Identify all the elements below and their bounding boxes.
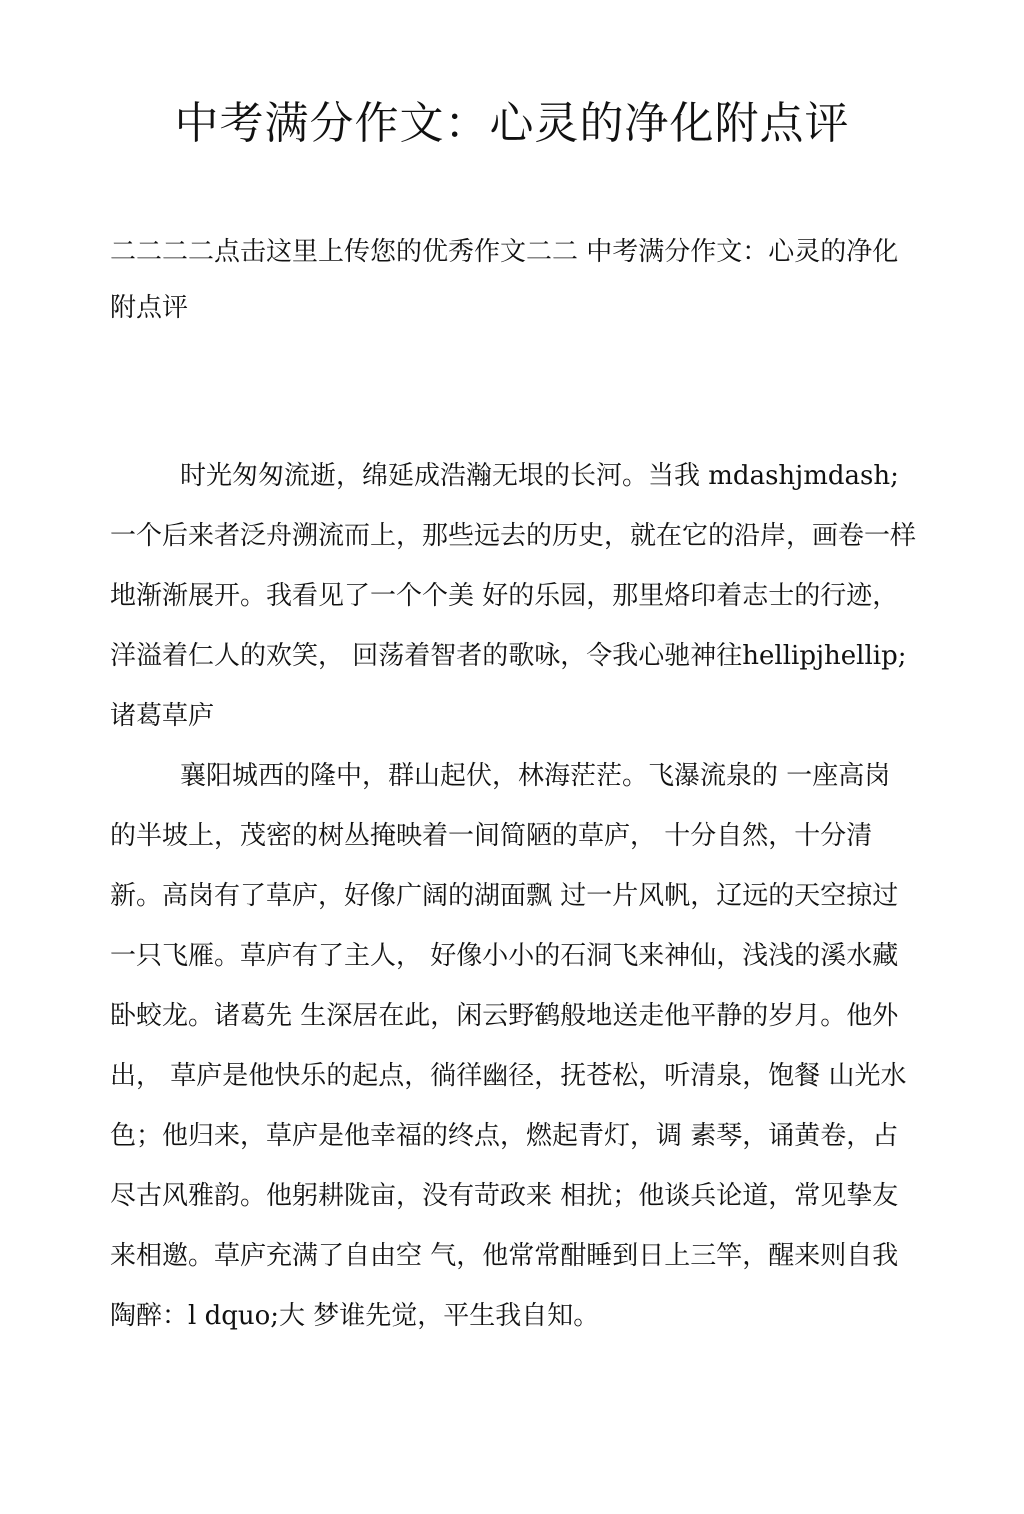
document-subtitle: 二二二二点击这里上传您的优秀作文二二 中考满分作文：心灵的净化附点评 — [110, 237, 899, 323]
section-heading: 诸葛草庐 — [110, 701, 215, 731]
paragraph-intro: 时光匆匆流逝，绵延成浩瀚无垠的长河。当我 mdashjmdash; 一个后来者泛舟溯流而上，那些远去的历史，就在它的沿岸，画卷一样地渐渐展开。我看见了一个个美 好的乐园，那里烙印着志士的行迹，洋溢着仁人的欢笑， 回荡着智者的歌咏，令我心驰神往hellipjhellip; — [110, 461, 917, 671]
document-title: 中考满分作文：心灵的净化附点评 — [174, 98, 850, 149]
paragraph-caolu: 襄阳城西的隆中，群山起伏，林海茫茫。飞瀑流泉的 一座高岗的半坡上，茂密的树丛掩映着一间简陋的草庐， 十分自然，十分清新。高岗有了草庐，好像广阔的湖面飘 过一片风帆，辽远的天空掠过一只飞雁。草庐有了主人， 好像小小的石洞飞来神仙，浅浅的溪水藏卧蛟龙。诸葛先 生深居在此，闲云野鹤般地送走他平静的岁月。他外出， 草庐是他快乐的起点，徜徉幽径，抚苍松，听清泉，饱餐 山光水色；他归来，草庐是他幸福的终点，燃起青灯，调 素琴，诵黄卷，占尽古风雅韵。他躬耕陇亩，没有苛政来 相扰；他谈兵论道，常见挚友来相邀。草庐充满了自由空 气，他常常酣睡到日上三竿，醒来则自我陶醉：l dquo;大 梦谁先觉，平生我自知。 — [110, 761, 907, 1331]
document-body — [110, 446, 916, 1346]
